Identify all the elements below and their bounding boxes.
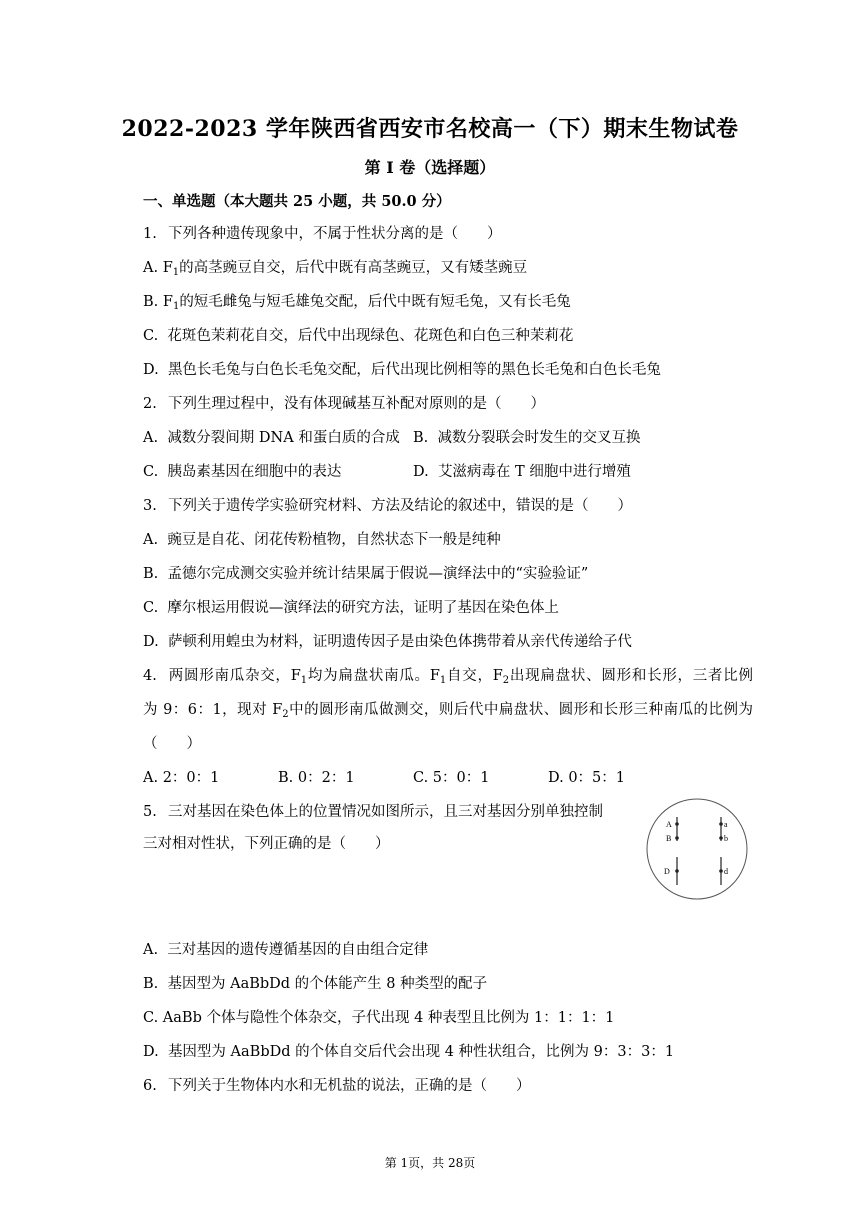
question-2: 2. 下列生理过程中，没有体现碱基互补配对原则的是（ ）	[143, 396, 545, 412]
option-2d: D. 艾滋病毒在 T 细胞中进行增殖	[413, 464, 631, 480]
gene-locus	[719, 869, 723, 873]
gene-locus	[719, 822, 723, 826]
cell-outline	[647, 799, 747, 899]
gene-label: b	[724, 834, 728, 843]
gene-locus	[719, 836, 723, 840]
question-4: 4. 两圆形南瓜杂交，$F_1$均为扁盘状南瓜。$F_1$自交，$F_2$出现扁盘状、圆形和长形，三者比例	[143, 668, 754, 686]
option-1d: D. 黑色长毛兔与白色长毛兔交配，后代出现比例相等的黑色长毛兔和白色长毛兔	[143, 362, 661, 378]
section-heading: 一、单选题（本大题共 25 小题，共 50.0 分）	[143, 193, 451, 210]
question-5-cont: 三对相对性状，下列正确的是（ ）	[143, 836, 390, 852]
page-footer: 第 1页，共 28页	[384, 1156, 476, 1170]
gene-label: a	[724, 820, 728, 829]
gene-label: d	[724, 867, 728, 876]
question-stem: 下列各种遗传现象中，不属于性状分离的是（ ）	[168, 226, 502, 242]
question-number: 1.	[143, 226, 157, 242]
question-5: 5. 三对基因在染色体上的位置情况如图所示，且三对基因分别单独控制	[143, 804, 603, 820]
question-1	[143, 224, 502, 244]
question-6: 6. 下列关于生物体内水和无机盐的说法，正确的是（ ）	[143, 1078, 531, 1094]
gene-label: A	[666, 820, 672, 829]
question-stem: 下列生理过程中，没有体现碱基互补配对原则的是（ ）	[168, 396, 545, 412]
option-3c: C. 摩尔根运用假说—演绎法的研究方法，证明了基因在染色体上	[143, 600, 559, 616]
question-stem: 下列关于遗传学实验研究材料、方法及结论的叙述中，错误的是（ ）	[168, 498, 632, 514]
gene-label: B	[666, 834, 672, 843]
gene-locus	[675, 822, 679, 826]
option-3d: D. 萨顿利用蝗虫为材料，证明遗传因子是由染色体携带着从亲代传递给子代	[143, 634, 632, 650]
option-5c: C. AaBb 个体与隐性个体杂交，子代出现 4 种表型且比例为 1：1：1：1	[143, 1010, 615, 1026]
exam-title: 2022-2023 学年陕西省西安市名校高一（下）期末生物试卷	[121, 116, 739, 142]
question-stem: 下列关于生物体内水和无机盐的说法，正确的是（ ）	[168, 1078, 531, 1094]
option-5a: A. 三对基因的遗传遵循基因的自由组合定律	[143, 942, 429, 958]
option-1a: A. $F_1$的高茎豌豆自交，后代中既有高茎豌豆，又有矮茎豌豆	[143, 260, 528, 278]
question-4-paren: （ ）	[143, 736, 201, 752]
option-1b: B. $F_1$的短毛雌兔与短毛雄兔交配，后代中既有短毛兔，又有长毛兔	[143, 294, 571, 312]
option-1c: C. 花斑色茉莉花自交，后代中出现绿色、花斑色和白色三种茉莉花	[143, 328, 574, 344]
option-4a: A. 2：0：1	[143, 770, 220, 786]
gene-label: D	[664, 867, 670, 876]
chromosome-diagram	[645, 797, 749, 901]
option-2c: C. 胰岛素基因在细胞中的表达	[143, 464, 342, 480]
option-4c: C. 5：0：1	[413, 770, 490, 786]
option-3b: B. 孟德尔完成测交实验并统计结果属于假说—演绎法中的“实验验证”	[143, 566, 589, 582]
option-5b: B. 基因型为 AaBbDd 的个体能产生 8 种类型的配子	[143, 976, 488, 992]
question-3: 3. 下列关于遗传学实验研究材料、方法及结论的叙述中，错误的是（ ）	[143, 498, 632, 514]
gene-locus	[675, 836, 679, 840]
gene-locus	[675, 869, 679, 873]
option-2b: B. 减数分裂联会时发生的交叉互换	[413, 430, 641, 446]
question-4-cont: 为 9：6：1，现对 $F_2$中的圆形南瓜做测交，则后代中扁盘状、圆形和长形三种南瓜的比例为	[143, 702, 753, 720]
option-5d: D. 基因型为 AaBbDd 的个体自交后代会出现 4 种性状组合，比例为 9：3：3：1	[143, 1044, 675, 1060]
option-4d: D. 0：5：1	[548, 770, 626, 786]
option-3a: A. 豌豆是自花、闭花传粉植物，自然状态下一般是纯种	[143, 532, 501, 548]
option-2a: A. 减数分裂间期 DNA 和蛋白质的合成	[143, 430, 400, 446]
option-4b: B. 0：2：1	[278, 770, 355, 786]
part-heading: 第 I 卷（选择题）	[364, 158, 496, 177]
